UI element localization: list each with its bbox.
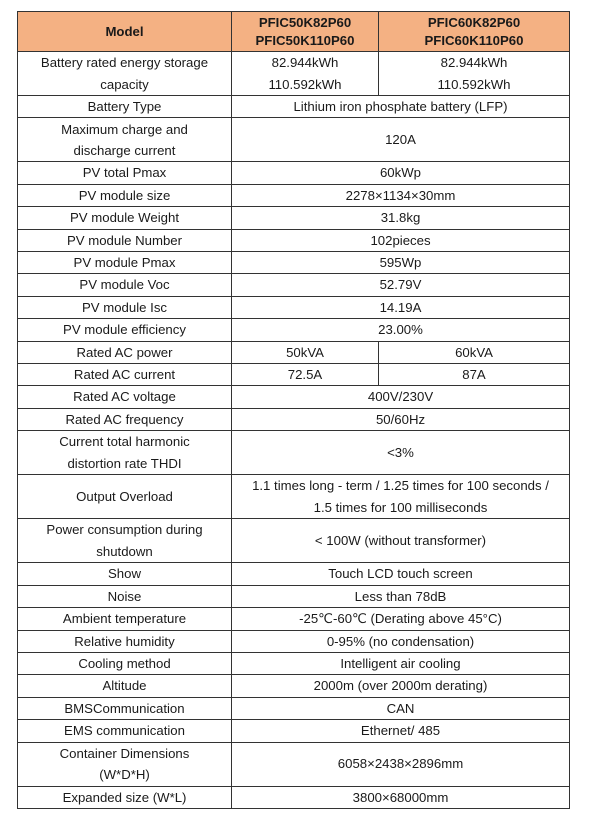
- spec-value-text: 102pieces: [370, 232, 431, 248]
- spec-value-text: Lithium iron phosphate battery (LFP): [293, 99, 508, 114]
- spec-value-text: 0-95% (no condensation): [326, 633, 475, 649]
- spec-value-text: Ethernet/ 485: [360, 723, 441, 739]
- spec-value: [232, 408, 570, 430]
- spec-row: [18, 697, 570, 719]
- spec-label: [18, 630, 232, 652]
- spec-row: [18, 364, 570, 386]
- spec-row: [18, 96, 570, 118]
- spec-value-text: CAN: [386, 700, 415, 716]
- spec-value-model-a-text: 72.5A: [287, 367, 323, 383]
- spec-label: [18, 207, 232, 229]
- spec-value-text: 1.1 times long - term / 1.25 times for 100 seconds /: [252, 478, 549, 494]
- spec-label-text: Current total harmonic: [59, 434, 190, 450]
- spec-label-text: discharge current: [73, 142, 176, 158]
- spec-row: [18, 341, 570, 363]
- spec-value: [232, 319, 570, 341]
- spec-value: [232, 274, 570, 296]
- spec-label-text: PV module Voc: [79, 277, 170, 293]
- spec-value-text: 595Wp: [379, 255, 422, 271]
- spec-row: [18, 207, 570, 229]
- spec-label: [18, 408, 232, 430]
- spec-label-text: Rated AC power: [76, 344, 173, 360]
- spec-row: [18, 475, 570, 519]
- spec-row: [18, 52, 570, 96]
- spec-row: [18, 252, 570, 274]
- spec-label-text: PV module Isc: [81, 299, 168, 315]
- spec-row: [18, 630, 570, 652]
- spec-label: [18, 274, 232, 296]
- header-model-b: PFIC60K82P60 PFIC60K110P60: [379, 12, 570, 52]
- spec-label-text: capacity: [100, 76, 149, 92]
- spec-value: [232, 252, 570, 274]
- spec-value-model-a: [232, 364, 379, 386]
- spec-label: [18, 229, 232, 251]
- spec-label-text: Expanded size (W*L): [62, 789, 187, 805]
- header-model-label: Model: [18, 12, 232, 52]
- spec-value-model-a-text: 110.592kWh: [268, 76, 342, 92]
- spec-value: [232, 786, 570, 808]
- spec-label-text: Rated AC voltage: [73, 389, 176, 405]
- spec-label: [18, 519, 232, 563]
- spec-value-model-b-text: 60kVA: [455, 344, 493, 360]
- spec-label-text: Relative humidity: [74, 633, 175, 649]
- spec-value-model-a: [232, 52, 379, 96]
- spec-label: [18, 742, 232, 786]
- spec-label-text: PV module size: [78, 187, 171, 203]
- spec-label-text: PV module Weight: [70, 210, 179, 226]
- spec-row: [18, 786, 570, 808]
- spec-value: [232, 162, 570, 184]
- spec-label-text: Ambient temperature: [62, 611, 187, 627]
- spec-row: [18, 296, 570, 318]
- spec-value: [232, 296, 570, 318]
- spec-label: [18, 786, 232, 808]
- spec-label-text: Container Dimensions: [59, 745, 190, 761]
- spec-value-model-b-text: 82.944kWh: [440, 55, 508, 71]
- spec-label: [18, 364, 232, 386]
- spec-label: [18, 118, 232, 162]
- spec-value: [232, 675, 570, 697]
- spec-label-text: Power consumption during: [46, 522, 203, 538]
- spec-value: [232, 229, 570, 251]
- spec-value-text: <3%: [387, 445, 414, 461]
- spec-value-model-b-text: 87A: [462, 367, 486, 383]
- spec-value: [232, 96, 570, 118]
- spec-value-text: 2000m (over 2000m derating): [313, 678, 488, 694]
- spec-row: [18, 720, 570, 742]
- spec-label: [18, 341, 232, 363]
- spec-label: [18, 697, 232, 719]
- spec-label: [18, 563, 232, 585]
- spec-row: [18, 184, 570, 206]
- spec-label-text: BMSCommunication: [64, 700, 185, 716]
- spec-value: [232, 608, 570, 630]
- spec-value-text: 1.5 times for 100 milliseconds: [313, 499, 488, 515]
- spec-value: [232, 585, 570, 607]
- spec-label-text: Cooling method: [78, 655, 171, 671]
- spec-value-text: Intelligent air cooling: [340, 655, 461, 671]
- spec-value-model-a-text: 50kVA: [286, 344, 324, 360]
- spec-label-text: Rated AC frequency: [65, 411, 184, 427]
- spec-label-text: PV module efficiency: [63, 322, 186, 338]
- spec-label: [18, 608, 232, 630]
- spec-table: [17, 11, 570, 809]
- spec-value-text: 6058×2438×2896mm: [337, 756, 464, 772]
- spec-body: [18, 52, 570, 809]
- spec-row: [18, 431, 570, 475]
- spec-value-model-a: [232, 341, 379, 363]
- spec-row: [18, 742, 570, 786]
- spec-label-text: PV module Pmax: [73, 255, 176, 271]
- spec-label-text: Show: [108, 566, 141, 582]
- spec-label: [18, 252, 232, 274]
- spec-value-text: 3800×68000mm: [352, 789, 449, 805]
- spec-label-text: Battery rated energy storage: [40, 55, 209, 71]
- spec-label: [18, 475, 232, 519]
- spec-row: [18, 386, 570, 408]
- spec-value-model-b-text: 110.592kWh: [437, 76, 511, 92]
- spec-row: [18, 162, 570, 184]
- spec-row: [18, 675, 570, 697]
- spec-value: [232, 697, 570, 719]
- spec-value: [232, 475, 570, 519]
- spec-label: [18, 652, 232, 674]
- header-model-a: PFIC50K82P60 PFIC50K110P60: [232, 12, 379, 52]
- spec-value: [232, 118, 570, 162]
- spec-label: [18, 184, 232, 206]
- spec-label: [18, 585, 232, 607]
- header-row: [18, 12, 570, 52]
- spec-value-text: 23.00%: [378, 322, 423, 338]
- spec-row: [18, 118, 570, 162]
- spec-value: [232, 184, 570, 206]
- spec-value-model-b: [379, 364, 570, 386]
- spec-value: [232, 720, 570, 742]
- spec-value-text: 400V/230V: [367, 389, 434, 405]
- spec-label-text: PV total Pmax: [82, 165, 167, 181]
- spec-value-text: 2278×1134×30mm: [345, 187, 456, 203]
- spec-label-text: Maximum charge and: [61, 121, 188, 137]
- spec-value: [232, 742, 570, 786]
- spec-value: [232, 431, 570, 475]
- spec-row: [18, 229, 570, 251]
- spec-label: [18, 52, 232, 96]
- spec-label: [18, 386, 232, 408]
- spec-row: [18, 585, 570, 607]
- spec-row: [18, 319, 570, 341]
- spec-label: [18, 296, 232, 318]
- spec-label: [18, 431, 232, 475]
- spec-label: [18, 96, 232, 118]
- spec-label-text: Noise: [107, 588, 142, 604]
- spec-value-text: 120A: [385, 132, 416, 148]
- spec-value-text: 60kWp: [379, 165, 422, 181]
- spec-value-text: 50/60Hz: [375, 411, 426, 427]
- spec-label-text: distortion rate THDI: [67, 455, 182, 471]
- spec-value: [232, 652, 570, 674]
- spec-value-text: Less than 78dB: [354, 588, 447, 604]
- spec-label-text: (W*D*H): [99, 767, 150, 783]
- spec-label-text: PV module Number: [66, 232, 183, 248]
- spec-value-text: 31.8kg: [380, 210, 421, 226]
- spec-value-model-b: [379, 52, 570, 96]
- spec-label-text: EMS communication: [64, 723, 185, 739]
- spec-value: [232, 630, 570, 652]
- spec-value-text: 14.19A: [379, 299, 422, 315]
- spec-label: [18, 319, 232, 341]
- spec-label-text: Output Overload: [76, 489, 173, 505]
- spec-row: [18, 408, 570, 430]
- spec-value: [232, 207, 570, 229]
- spec-row: [18, 563, 570, 585]
- spec-value-text: 52.79V: [379, 277, 422, 293]
- spec-label-text: Altitude: [102, 678, 147, 694]
- spec-value: [232, 563, 570, 585]
- spec-value-model-a-text: 82.944kWh: [271, 55, 339, 71]
- spec-label: [18, 720, 232, 742]
- spec-row: [18, 608, 570, 630]
- spec-label: [18, 162, 232, 184]
- spec-value: [232, 519, 570, 563]
- spec-row: [18, 274, 570, 296]
- spec-value-text: -25℃-60℃ (Derating above 45°C): [299, 611, 502, 627]
- spec-value: [232, 386, 570, 408]
- spec-label-text: shutdown: [96, 543, 153, 559]
- spec-row: [18, 519, 570, 563]
- spec-label-text: Rated AC current: [73, 367, 176, 383]
- spec-row: [18, 652, 570, 674]
- spec-value-model-b: [379, 341, 570, 363]
- spec-label: [18, 675, 232, 697]
- spec-label-text: Battery Type: [87, 99, 162, 114]
- spec-value-text: < 100W (without transformer): [314, 533, 487, 549]
- spec-value-text: Touch LCD touch screen: [328, 566, 473, 582]
